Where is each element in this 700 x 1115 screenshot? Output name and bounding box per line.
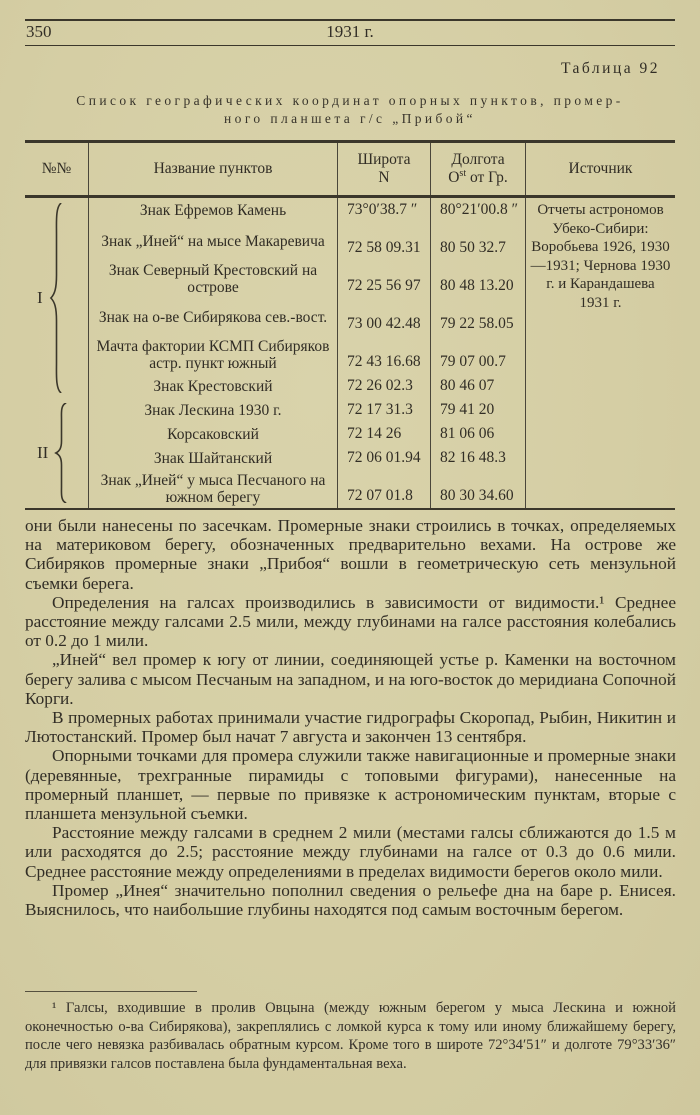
table-title	[28, 92, 672, 127]
paragraph: „Иней“ вел промер к югу от линии, соединяющей устье р. Каменки на восточном берегу залива с мысом Песчаным на западном, и на юго-восток до меридиана Сопочной Корги.	[25, 650, 676, 708]
body-text	[25, 516, 676, 919]
latitude-label: Широта	[357, 151, 411, 168]
latitude-value: 72 58 09.31	[337, 222, 430, 260]
coordinates-table	[25, 140, 675, 510]
column-header-longitude	[430, 143, 525, 195]
longitude-value: 80 48 13.20	[430, 260, 525, 298]
table-body	[25, 198, 675, 510]
header-rule	[25, 45, 675, 46]
longitude-origin: от Гр.	[466, 169, 508, 186]
running-title: 1931 г.	[326, 22, 374, 41]
latitude-value: 72 14 26	[337, 422, 430, 446]
latitude-value: 72 06 01.94	[337, 446, 430, 470]
point-name: Знак Шайтанский	[88, 446, 337, 470]
paragraph: Расстояние между галсами в среднем 2 мили (местами галсы сближаются до 1.5 м или расходятся до 2.5; расстояние между глубинами на галсе от 0.3 до 0.6 мили. Среднее расстояние между определениями в пределах видимости берегов около мили.	[25, 823, 676, 881]
longitude-label: Долгота	[451, 151, 505, 168]
point-name: Знак Северный Крестовский на острове	[88, 260, 337, 298]
longitude-value: 79 41 20	[430, 398, 525, 422]
footnote	[25, 999, 676, 1073]
paragraph: Промер „Инея“ значительно пополнил сведения о рельефе дна на баре р. Енисея. Выяснилось, что наибольшие глубины находятся под самым восточным берегом.	[25, 880, 676, 920]
column-header-source: Источник	[525, 143, 675, 195]
point-name: Знак Крестовский	[88, 374, 337, 398]
point-name: Знак „Иней“ на мысе Макаревича	[88, 222, 337, 260]
longitude-value: 80 46 07	[430, 374, 525, 398]
group-II-label: II	[37, 443, 49, 462]
group-brace-icon	[49, 203, 64, 393]
latitude-value: 72 26 02.3	[337, 374, 430, 398]
paragraph: Опорными точками для промера служили также навигационные и промерные знаки (деревянные, трехгранные пирамиды с топовыми фигурами), нанесенные на промерный планшет, — первые по привязке к астрономическим пунктам, вторые с планшета мензульной съемки.	[25, 746, 676, 824]
point-name: Знак Лескина 1930 г.	[88, 398, 337, 422]
longitude-o: O	[448, 169, 460, 186]
latitude-value: 72 07 01.8	[337, 470, 430, 508]
group-II	[25, 398, 88, 508]
footnote-rule	[25, 991, 197, 992]
table-caption: Таблица 92	[560, 60, 660, 77]
longitude-value: 80°21′00.8 ″	[430, 198, 525, 222]
longitude-value: 82 16 48.3	[430, 446, 525, 470]
latitude-hemisphere: N	[378, 169, 390, 186]
column-header-number: №№	[41, 160, 72, 177]
page-number: 350	[26, 22, 52, 41]
latitude-value: 72 17 31.3	[337, 398, 430, 422]
table-title-line1: Список географических координат опорных пунктов, промер-	[76, 93, 624, 108]
point-name: Знак на о-ве Сибирякова сев.-вост.	[88, 298, 337, 336]
point-name: Знак „Иней“ у мыса Песчаного на южном берегу	[88, 470, 337, 508]
latitude-value: 72 43 16.68	[337, 336, 430, 374]
longitude-value: 79 22 58.05	[430, 298, 525, 336]
paragraph: они были нанесены по засечкам. Промерные знаки строились в точках, определяемых на материковом берегу, обозначенных предварительно вехами. На острове же Сибиряков промерные знаки „Прибоя“ вошли в геометрическую сеть мензульной съемки берега.	[25, 516, 676, 593]
group-I	[25, 198, 88, 398]
longitude-value: 80 50 32.7	[430, 222, 525, 260]
page-header	[25, 22, 675, 44]
footnote-text: ¹ Галсы, входившие в пролив Овцына (между южным берегом у мыса Лескина и южной оконечностью о-ва Сибирякова), закреплялись с ломкой курса к тому или иному ближайшему берегу, после чего невязка разбивалась обратным курсом. Кроме того в широте 72°34′51″ и долготе 79°33′36″ для привязки галсов поставлена была фундаментальная веха.	[25, 1000, 676, 1072]
latitude-value: 73 00 42.48	[337, 298, 430, 336]
longitude-superscript: st	[459, 167, 467, 179]
point-name: Мачта фактории КСМП Сибиряков астр. пункт южный	[88, 336, 337, 374]
point-name: Знак Ефремов Камень	[88, 198, 337, 222]
column-header-name: Название пунктов	[88, 143, 337, 195]
longitude-value: 80 30 34.60	[430, 470, 525, 508]
longitude-value: 79 07 00.7	[430, 336, 525, 374]
longitude-ref	[448, 169, 508, 187]
point-name: Корсаковский	[88, 422, 337, 446]
table-title-line2: ного планшета г/с „Прибой“	[224, 110, 476, 126]
column-header-latitude	[337, 143, 430, 195]
latitude-value: 72 25 56 97	[337, 260, 430, 298]
paragraph: Определения на галсах производились в зависимости от видимости.¹ Среднее расстояние между галсами 2.5 мили, между глубинами на галсе расстояния колебались от 0.2 до 1 мили.	[25, 592, 676, 651]
latitude-value: 73°0′38.7 ″	[337, 198, 430, 222]
table-header-row	[25, 143, 675, 198]
longitude-value: 81 06 06	[430, 422, 525, 446]
group-brace-icon	[54, 403, 69, 503]
source-cell: Отчеты астрономов Убеко-Сибири: Воробьева 1926, 1930—1931; Чернова 1930 г. и Карандашева 1931 г.	[525, 198, 675, 508]
top-rule	[25, 19, 675, 21]
group-I-label: I	[37, 288, 43, 307]
paragraph: В промерных работах принимали участие гидрографы Скоропад, Рыбин, Никитин и Лютостанский. Промер был начат 7 августа и закончен 13 сентября.	[25, 708, 676, 747]
